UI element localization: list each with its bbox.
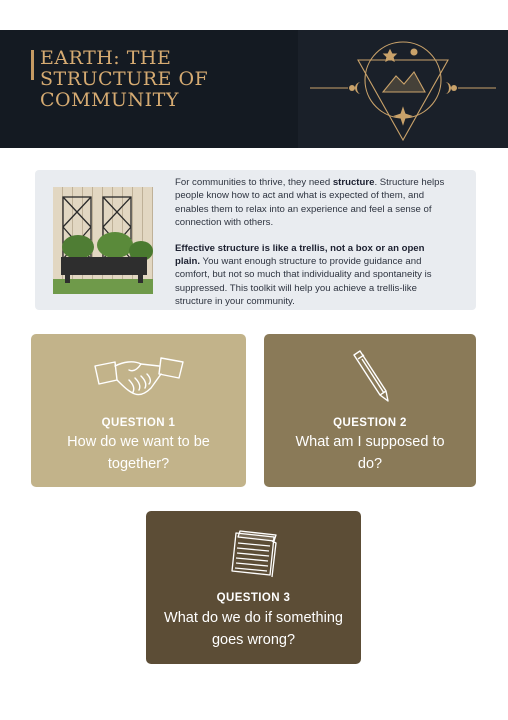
intro-bold-structure: structure xyxy=(332,177,375,188)
trellis-planter-image xyxy=(53,187,153,294)
question-3-text: What do we do if something goes wrong? xyxy=(164,610,343,648)
intro-paragraph-1: For communities to thrive, they need structure. Structure helps people know how to act and what is expected of them, and enables them to relax into an experience and feel a sense of connection with others. xyxy=(175,177,445,229)
handshake-icon xyxy=(89,352,189,400)
title-accent-bar xyxy=(31,50,34,80)
question-2-label: QUESTION 2 xyxy=(333,417,407,429)
question-2-text: What am I supposed to do? xyxy=(295,434,445,472)
question-card-1[interactable] xyxy=(31,334,246,487)
intro-text xyxy=(175,176,450,321)
question-1-label: QUESTION 1 xyxy=(101,417,176,429)
question-card-3[interactable] xyxy=(146,511,361,664)
intro-bold-trellis: Effective structure is like a trellis, not a box or an open plain. xyxy=(175,242,425,268)
question-3-label: QUESTION 3 xyxy=(216,592,291,604)
intro-panel xyxy=(35,170,476,310)
question-1-text: How do we want to be together? xyxy=(67,434,210,472)
mountain-emblem-icon xyxy=(298,30,508,148)
pencil-icon xyxy=(350,349,390,403)
notepad-icon xyxy=(226,529,282,579)
page-title: EARTH: THE STRUCTURE OF COMMUNITY xyxy=(40,47,209,111)
intro-paragraph-2: Effective structure is like a trellis, not a box or an open plain. You want enough structure to provide guidance and comfort, but not so much that individuality and spontaneity is suppressed. This toolkit will help you achieve a trellis-like structure in your community. xyxy=(175,242,432,308)
question-card-2[interactable] xyxy=(264,334,476,487)
